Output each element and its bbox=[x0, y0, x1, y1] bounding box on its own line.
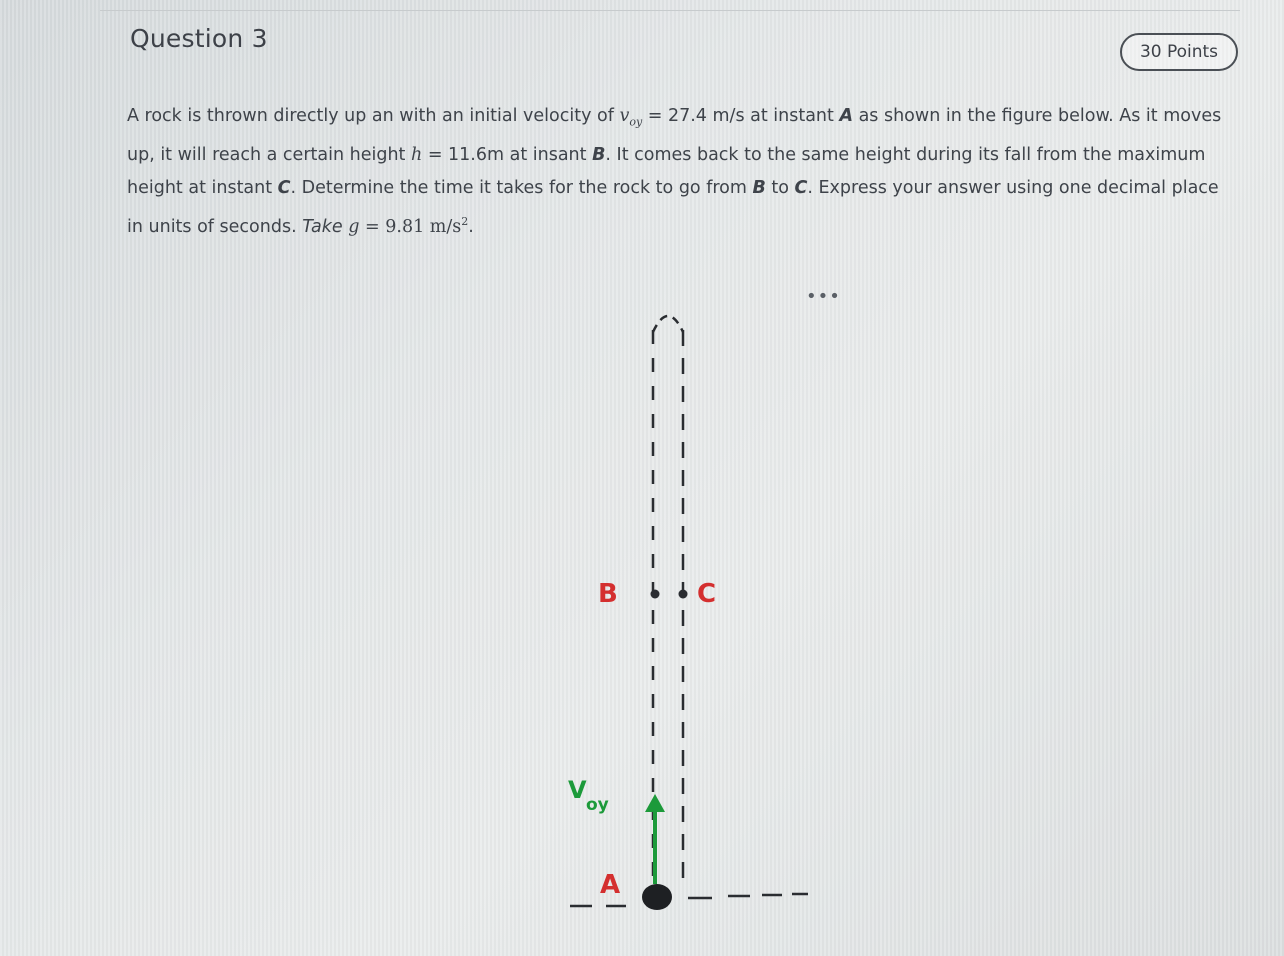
label-v-sub: oy bbox=[586, 795, 609, 815]
take-word: Take bbox=[302, 216, 343, 237]
top-divider bbox=[100, 10, 1240, 11]
v-subscript: oy bbox=[629, 115, 643, 129]
more-options-icon[interactable]: ••• bbox=[806, 286, 841, 307]
label-v: V bbox=[568, 776, 587, 804]
question-prompt: A rock is thrown directly up an with an initial velocity of $v_{oy} = 27.4$ m/s at instant A as shown in the figure below. As it moves up, it will reach a certain height h = 11.6m at insant B. It comes back to the same height during its fall from the maximum height at instant C. Determine the time it takes for the rock to go from B to C. Express your answer using one decimal place in units of seconds. Take g = 9.81 $m/s^2$. bbox=[127, 106, 1222, 237]
label-c: C bbox=[697, 579, 717, 609]
g-value: = 9.81 m/s bbox=[359, 216, 462, 237]
rock bbox=[642, 884, 672, 910]
question-title: Question 3 bbox=[130, 24, 268, 53]
g-symbol: g bbox=[348, 216, 360, 237]
g-exponent: 2 bbox=[461, 214, 469, 228]
h-symbol: h bbox=[410, 144, 423, 165]
label-b: B bbox=[598, 579, 618, 609]
point-b-ref: B bbox=[592, 144, 606, 165]
point-c-ref-2: C bbox=[794, 177, 808, 198]
point-c-ref: C bbox=[277, 177, 291, 198]
label-a: A bbox=[600, 870, 621, 900]
apex-arc bbox=[653, 316, 683, 332]
point-c-dot bbox=[679, 590, 688, 599]
velocity-arrow-head bbox=[645, 794, 665, 812]
point-a-ref: A bbox=[839, 106, 853, 126]
point-b-ref-2: B bbox=[752, 177, 766, 198]
v-symbol: v bbox=[619, 106, 630, 126]
point-b-dot bbox=[651, 590, 660, 599]
points-badge: 30 Points bbox=[1120, 33, 1238, 71]
